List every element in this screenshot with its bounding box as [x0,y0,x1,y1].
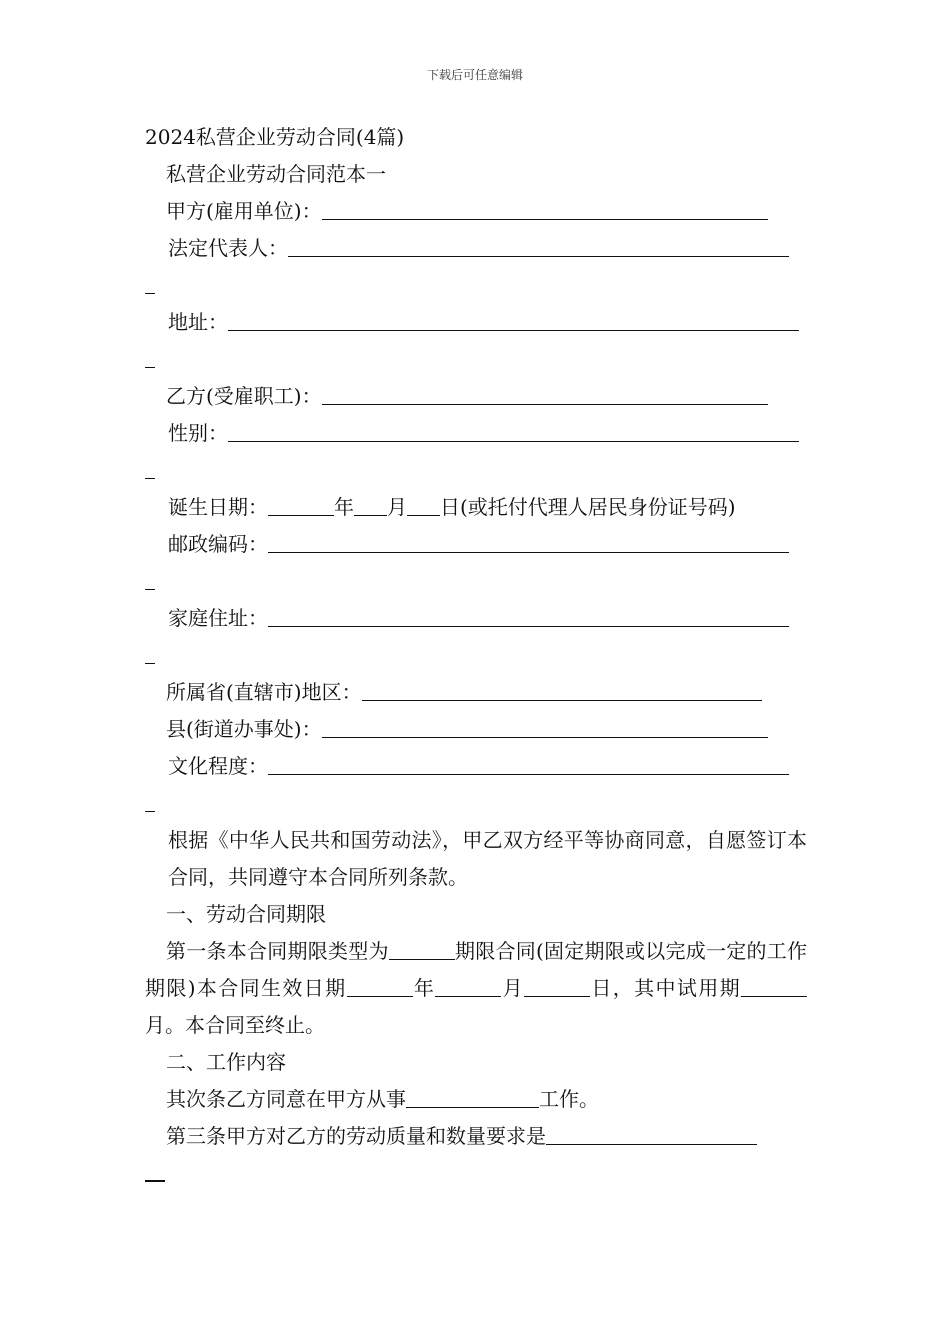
field-province-blank [362,676,762,701]
field-employer-blank [322,195,768,220]
field-postcode [145,526,807,563]
birth-day-blank [407,491,440,516]
field-legal-rep-blank [288,232,789,257]
continuation-line [145,341,807,378]
article1-text-d: 月 [501,976,525,1000]
birth-year-blank [268,491,334,516]
document-title: 2024私营企业劳动合同(4篇) [145,125,405,149]
field-employer [145,193,807,230]
field-home-address-blank [268,602,789,627]
field-county-blank [322,713,768,738]
field-postcode-blank [268,528,789,553]
effective-day-blank [524,972,590,997]
birth-day-label: 日(或托付代理人居民身份证号码) [440,495,736,519]
job-position-blank [406,1083,539,1108]
field-education-blank [268,750,789,775]
birth-month-label: 月 [387,495,407,519]
field-gender-blank [228,417,799,442]
field-birth-label: 诞生日期： [168,495,268,519]
article1-text-a: 第一条本合同期限类型为 [166,939,389,963]
continuation-line [145,1155,807,1192]
field-education-label: 文化程度： [168,754,268,778]
field-legal-rep [145,230,807,267]
field-home-address [145,600,807,637]
field-gender [145,415,807,452]
field-address [145,304,807,341]
field-birth [145,489,807,526]
article1-paragraph [145,933,807,1044]
article2-text-b: 工作。 [539,1087,599,1111]
field-county-label: 县(街道办事处)： [166,717,322,741]
contract-type-blank [389,935,455,960]
probation-months-blank [741,972,807,997]
article1-text-c: 年 [412,976,436,1000]
field-employee [145,378,807,415]
document-body [145,119,807,1192]
birth-month-blank [354,491,387,516]
field-gender-label: 性别： [168,421,228,445]
field-address-blank [228,306,799,331]
quality-requirements-blank [546,1120,757,1145]
field-county [145,711,807,748]
section1-heading: 一、劳动合同期限 [166,902,326,926]
effective-year-blank [347,972,413,997]
continuation-line [145,452,807,489]
article2-line [145,1081,807,1118]
header-note: 下载后可任意编辑 [426,68,523,82]
continuation-line [145,563,807,600]
continuation-line [145,637,807,674]
article1-text-b: 期限合同(固定期限或以完成一定的工作期限)本合同生效日期 [145,939,807,1000]
continuation-line [145,267,807,304]
section2-heading: 二、工作内容 [166,1050,286,1074]
article2-text-a: 其次条乙方同意在甲方从事 [166,1087,406,1111]
article3-line [145,1118,807,1155]
field-education [145,748,807,785]
field-home-address-label: 家庭住址： [168,606,268,630]
article1-text-f: 月。本合同至终止。 [145,1013,325,1037]
field-legal-rep-label: 法定代表人： [168,236,288,260]
field-postcode-label: 邮政编码： [168,532,268,556]
field-province [145,674,807,711]
intro-paragraph: 根据《中华人民共和国劳动法》，甲乙双方经平等协商同意，自愿签订本合同，共同遵守本合同所列条款。 [168,828,807,889]
article3-text: 第三条甲方对乙方的劳动质量和数量要求是 [166,1124,546,1148]
document-subtitle: 私营企业劳动合同范本一 [166,162,386,186]
birth-year-label: 年 [334,495,354,519]
field-employer-label: 甲方(雇用单位)： [166,199,322,223]
field-address-label: 地址： [168,310,228,334]
field-employee-blank [322,380,768,405]
effective-month-blank [435,972,501,997]
continuation-line [145,785,807,822]
field-employee-label: 乙方(受雇职工)： [166,384,322,408]
field-province-label: 所属省(直辖市)地区： [166,680,362,704]
article1-text-e: 日，其中试用期 [590,976,742,1000]
